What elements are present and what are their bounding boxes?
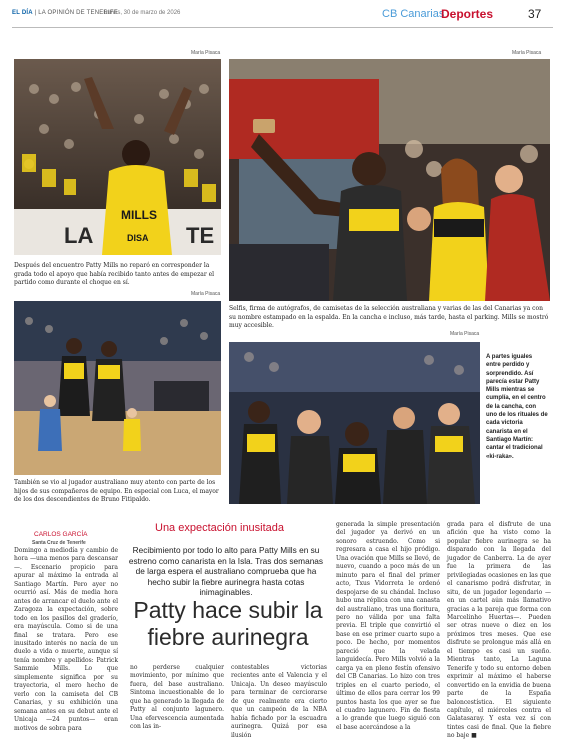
page-number: 37 xyxy=(528,7,542,21)
photo-credit: María Pisaca xyxy=(450,331,480,337)
photo-caption: También se vio al jugador australiano muy atento con parte de los hijos de sus compañeros de equipo. En especial con Luca, el mayor de los dos descendientes de Bruno Fitipaldo. xyxy=(14,479,219,503)
svg-text:DISA: DISA xyxy=(127,233,149,243)
photo-mills-crowd xyxy=(14,59,221,255)
article-column-4: generada la simple presentación del jugador ya derivó en un sonoro estruendo. Como si regresara a casa el hijo pródigo. Una ovación que Mills se llevó, de nuevo, cuando a poco más de un minuto para el final del primer acto, Txus Vidorreta le ordenó despojarse de su chándal. Incluso hubo una réplica con una canasta del australiano, tras una floritura, pero no válida por una falta previa. El triple que convirtió el base en ese primer cuarto supo a poco. De hecho, por momentos pareció que la velada languidecía. Pero Mills volvió a la carga ya en pleno festín ofensivo del CB Canarias. Lo hizo con tres triples en el cuarto periodo, el último de ellos para cerrar los 99 puntos hasta los que ayer se fue el cuadro lagunero. Fin de fiesta a lo grande que luego siguió con el base acercándose a la xyxy=(336,521,440,731)
issue-date: Lunes, 30 de marzo de 2026 xyxy=(104,10,181,16)
dateline-location: Santa Cruz de Tenerife xyxy=(32,540,86,546)
svg-text:TE: TE xyxy=(186,223,215,248)
photo-mills-kids xyxy=(14,301,221,475)
photo-credit: María Pisaca xyxy=(512,50,542,56)
photo-credit: María Pisaca xyxy=(191,50,221,56)
author-name: CARLOS GARCÍA xyxy=(34,531,88,538)
article-column-3: contestables victorias recientes ante el Valencia y el Unicaja. Un deseo mayúsculo para terminar de cerciorarse de que realmente era cierto que un campeón de la NBA había fichado por la escuadra aurinegra. Quizá por esa ilusión xyxy=(231,664,327,739)
svg-text:LA: LA xyxy=(64,223,94,248)
svg-text:MILLS: MILLS xyxy=(121,208,157,222)
section-name: CB Canarias xyxy=(382,8,445,20)
article-column-1: Domingo a mediodía y cambio de hora —una menos para descansar—. Escenario propicio para apurar al máximo la entrada al Santiago Martín. Pero ayer no ocurrió así. Más de media hora antes de arrancar el duelo ante el Zaragoza la expectación, sobre todo en los pasillos del graderío, era mayúscula. Como si de una final se tratara. Pero ese inusitado interés no nacía de un duelo a vida o muerte, aunque sí tenía nombre y apellidos: Patrick Sammie Mills. Lo que simplemente significa por su trayectoria, el mero hecho de verlo con la camiseta del CB Canarias, y su exhibición una semana antes en su debut ante el Unicaja —24 puntos— eran motivos de sobra para xyxy=(14,547,118,732)
category-name: Deportes xyxy=(441,7,494,21)
photo-team-kiraka xyxy=(229,342,480,504)
photo-credit: María Pisaca xyxy=(191,291,221,297)
header-divider xyxy=(12,27,553,28)
newspaper-brand: EL DÍA | LA OPINIÓN DE TENERIFE xyxy=(12,10,118,16)
article-column-2: no perderse cualquier movimiento, por mínimo que fuera, del base australiano. Sintoma incuestionable de lo que ha generado la llegada de Patty al conjunto lagunero. Una efervescencia aumentada con las in- xyxy=(130,664,224,731)
photo-caption: Selfis, firma de autógrafos, de camisetas de la selección australiana y varias de las del Canarias ya con su nombre estampado en la espalda. En la cancha e incluso, más tarde, hasta el parking. Mills se mostró muy accesible. xyxy=(229,305,549,329)
article-subhead: Recibimiento por todo lo alto para Patty Mills en su estreno como canarista en la Isla. Tras dos semanas de larga espera el australiano comprueba que ha hecho subir la fiebre aurinegra hasta cotas inimaginables. xyxy=(128,545,324,598)
article-headline: Patty hace subir la fiebre aurinegra xyxy=(133,597,323,650)
photo-caption: Después del encuentro Patty Mills no reparó en corresponder la grada todo el apoyo que había recibido tanto antes de empezar el partido como durante el choque en sí. xyxy=(14,262,215,286)
article-kicker: Una expectación inusitada xyxy=(155,522,285,534)
photo-mills-selfie xyxy=(229,59,550,301)
article-column-5: grada para el disfrute de una afición que ha visto como la popular fiebre aurinegra se ha disparado con la llegada del jugador de Canberra. La de ayer fue la primera de las privilegiadas ocasiones en las que el canarismo podrá disfrutar, in situ, de un jugador legendario —en un cartel aún más llamativo gracias a la pareja que forma con Marcelinho Huertas—. Pueden ser otras nueve o diez en los próximos tres meses. Que ese disfrute se prolongue más allá en el tiempo es casi un sueño. Mientras tanto, La Laguna Tenerife y todo su entorno deben exprimir al máximo el haberse convertido en la envidia de buena parte de la España baloncestística. El siguiente capítulo, el miércoles contra el Galatasaray. Y esta vez sí con tintes casi de final. Que la fiebre no baje ■ xyxy=(447,521,551,740)
side-caption: A partes iguales entre perdido y sorprendido. Así parecía estar Patty Mills mientras se cumplía, en el centro de la cancha, con uno de los rituales de cada victoria canarista en el Santiago Martín: cantar el tradicional «ki-raka». xyxy=(486,354,548,460)
